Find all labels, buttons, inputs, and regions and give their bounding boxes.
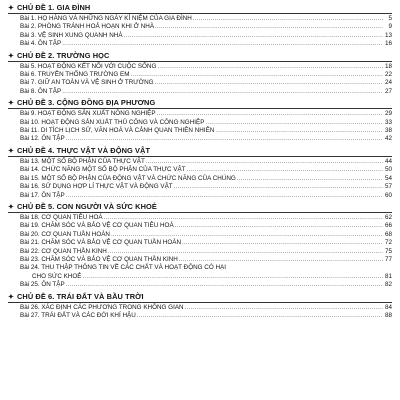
dot-leader [205, 119, 383, 127]
dot-leader [175, 222, 383, 230]
toc-section [8, 146, 392, 200]
page-number: 88 [384, 311, 392, 319]
section-title [8, 146, 392, 156]
toc-entry[interactable] [8, 110, 392, 118]
table-of-contents [8, 3, 392, 322]
page-number: 66 [384, 222, 392, 230]
dot-leader [66, 192, 383, 200]
page-number: 33 [384, 118, 392, 126]
star-bullet-icon: ✦ [8, 147, 14, 155]
toc-entry[interactable] [8, 88, 392, 96]
toc-section [8, 202, 392, 290]
dot-leader [157, 110, 383, 118]
toc-entry[interactable] [8, 273, 392, 281]
page-number: 77 [384, 255, 392, 263]
dot-leader [62, 40, 383, 48]
dot-leader [82, 273, 383, 281]
toc-entry[interactable] [8, 183, 392, 191]
entry-title: Bài 19. CHĂM SÓC VÀ BẢO VỆ CƠ QUAN TIÊU HOÁ [20, 222, 174, 230]
page-number: 68 [384, 230, 392, 238]
toc-entry[interactable] [8, 135, 392, 143]
dot-leader [185, 304, 383, 312]
page-number: 16 [384, 40, 392, 48]
dot-leader [193, 15, 383, 23]
entry-title: Bài 13. MỘT SỐ BỘ PHẬN CỦA THỰC VẬT [20, 157, 145, 165]
page-number: 13 [384, 31, 392, 39]
entry-title: Bài 5. HOẠT ĐỘNG KẾT NỐI VỚI CUỘC SỐNG [20, 62, 157, 70]
toc-entry[interactable] [8, 231, 392, 239]
page-number: 72 [384, 239, 392, 247]
star-bullet-icon: ✦ [8, 52, 14, 60]
page-number: 75 [384, 247, 392, 255]
section-title [8, 98, 392, 108]
section-divider [8, 13, 392, 14]
entry-title: Bài 16. SỬ DỤNG HỢP LÍ THỰC VẬT VÀ ĐỘNG VẬT [20, 183, 173, 191]
section-title [8, 202, 392, 212]
entry-title: Bài 18. CƠ QUAN TIÊU HOÁ [20, 213, 103, 221]
dot-leader [137, 312, 383, 320]
toc-entry[interactable] [8, 304, 392, 312]
page-number: 60 [384, 191, 392, 199]
dot-leader [215, 127, 383, 135]
dot-leader [124, 32, 383, 40]
page-number: 57 [384, 183, 392, 191]
section-title-text: CHỦ ĐỀ 5. CON NGƯỜI VÀ SỨC KHOẺ [16, 201, 157, 211]
toc-entry[interactable] [8, 281, 392, 289]
entry-title: Bài 27. TRÁI ĐẤT VÀ CÁC ĐỚI KHÍ HẬU [20, 311, 136, 319]
entry-title: Bài 25. ÔN TẬP [20, 281, 65, 289]
dot-leader [187, 166, 383, 174]
entry-title: CHO SỨC KHOẺ [32, 272, 82, 280]
page-number: 29 [384, 110, 392, 118]
page-number: 54 [384, 174, 392, 182]
toc-entry[interactable] [8, 192, 392, 200]
toc-section [8, 51, 392, 97]
star-bullet-icon: ✦ [8, 100, 14, 108]
star-bullet-icon: ✦ [8, 203, 14, 211]
toc-entry[interactable] [8, 175, 392, 183]
toc-entry[interactable] [8, 239, 392, 247]
page-number: 82 [384, 281, 392, 289]
dot-leader [157, 63, 383, 71]
page-number: 5 [388, 15, 392, 22]
dot-leader [174, 183, 383, 191]
dot-leader [111, 231, 383, 239]
dot-leader [155, 23, 383, 31]
toc-entry[interactable] [8, 63, 392, 71]
entry-title: Bài 11. DI TÍCH LỊCH SỬ, VĂN HOÁ VÀ CẢNH QUAN THIÊN NHIÊN [20, 127, 215, 135]
entry-title: Bài 14. CHỨC NĂNG MỘT SỐ BỘ PHẬN CỦA THỰC VẬT [20, 166, 186, 174]
toc-entry[interactable] [8, 23, 392, 31]
page-number: 22 [384, 71, 392, 79]
entry-title: Bài 12. ÔN TẬP [20, 135, 65, 143]
toc-section [8, 3, 392, 49]
section-title [8, 3, 392, 13]
page-number: 38 [384, 127, 392, 135]
toc-entry[interactable] [8, 127, 392, 135]
page-number: 9 [388, 23, 392, 31]
star-bullet-icon: ✦ [8, 293, 14, 301]
entry-title: Bài 21. CHĂM SÓC VÀ BẢO VỆ CƠ QUAN TUẦN HOÀN [20, 239, 181, 247]
section-title-text: CHỦ ĐỀ 4. THỰC VẬT VÀ ĐỘNG VẬT [16, 145, 151, 155]
section-title-text: CHỦ ĐỀ 1. GIA ĐÌNH [16, 3, 91, 12]
toc-section [8, 98, 392, 144]
dot-leader [130, 71, 383, 79]
page-number: 27 [384, 87, 392, 95]
section-divider [8, 302, 392, 303]
dot-leader [66, 135, 383, 143]
section-title [8, 292, 392, 302]
entry-title: Bài 23. CHĂM SÓC VÀ BẢO VỆ CƠ QUAN THẦN KINH [20, 255, 178, 263]
page-number: 18 [384, 62, 392, 70]
toc-entry[interactable] [8, 222, 392, 230]
section-title-text: CHỦ ĐỀ 3. CỘNG ĐỒNG ĐỊA PHƯƠNG [16, 98, 156, 108]
page-number: 44 [384, 157, 392, 165]
toc-entry[interactable] [8, 248, 392, 256]
toc-entry[interactable] [8, 40, 392, 48]
toc-entry[interactable] [8, 79, 392, 87]
page-number: 81 [384, 272, 392, 280]
toc-entry[interactable] [8, 32, 392, 40]
toc-entry[interactable] [8, 119, 392, 127]
section-title [8, 51, 392, 61]
section-title-text: CHỦ ĐỀ 6. TRÁI ĐẤT VÀ BẦU TRỜI [16, 291, 144, 301]
star-bullet-icon: ✦ [8, 5, 14, 12]
section-divider [8, 212, 392, 213]
entry-title: Bài 17. ÔN TẬP [20, 191, 65, 199]
entry-title: Bài 2. PHÒNG TRÁNH HOẢ HOẠN KHI Ở NHÀ [20, 23, 155, 31]
page-number: 62 [384, 213, 392, 221]
entry-title: Bài 6. TRUYỀN THỐNG TRƯỜNG EM [20, 71, 130, 79]
entry-title: Bài 9. HOẠT ĐỘNG SẢN XUẤT NÔNG NGHIỆP [20, 110, 156, 118]
entry-title: Bài 7. GIỮ AN TOÀN VÀ VỆ SINH Ở TRƯỜNG [20, 79, 154, 87]
section-title-text: CHỦ ĐỀ 2. TRƯỜNG HỌC [16, 50, 110, 60]
entry-title: Bài 26. XÁC ĐỊNH CÁC PHƯƠNG TRONG KHÔNG GIAN [20, 303, 184, 311]
dot-leader [62, 88, 383, 96]
entry-title: Bài 4. ÔN TẬP [20, 40, 62, 48]
toc-section [8, 292, 392, 321]
entry-title: Bài 3. VỆ SINH XUNG QUANH NHÀ [20, 31, 123, 39]
entry-title: Bài 24. THU THẬP THÔNG TIN VỀ CÁC CHẤT VÀ HOẠT ĐỘNG CÓ HẠI [20, 264, 226, 272]
page-number: 42 [384, 135, 392, 143]
entry-title: Bài 10. HOẠT ĐỘNG SẢN XUẤT THỦ CÔNG VÀ CÔNG NGHIỆP [20, 118, 205, 126]
entry-title: Bài 15. MỘT SỐ BỘ PHẬN CỦA ĐỘNG VẬT VÀ CHỨC NĂNG CỦA CHÚNG [20, 174, 236, 182]
dot-leader [66, 281, 383, 289]
dot-leader [108, 248, 383, 256]
entry-title: Bài 22. CƠ QUAN THẦN KINH [20, 247, 107, 255]
toc-entry[interactable] [8, 312, 392, 320]
page-number: 50 [384, 166, 392, 174]
entry-title: Bài 20. CƠ QUAN TUẦN HOÀN [20, 230, 110, 238]
page-number: 24 [384, 79, 392, 87]
section-divider [8, 61, 392, 62]
toc-entry[interactable] [8, 264, 392, 272]
section-divider [8, 156, 392, 157]
dot-leader [155, 79, 383, 87]
dot-leader [182, 239, 383, 247]
dot-leader [237, 175, 383, 183]
page-number: 84 [384, 303, 392, 311]
toc-entry[interactable] [8, 166, 392, 174]
entry-title: Bài 8. ÔN TẬP [20, 87, 62, 95]
entry-title: Bài 1. HỌ HÀNG VÀ NHỮNG NGÀY KỈ NIỆM CỦA GIA ĐÌNH [20, 15, 192, 22]
